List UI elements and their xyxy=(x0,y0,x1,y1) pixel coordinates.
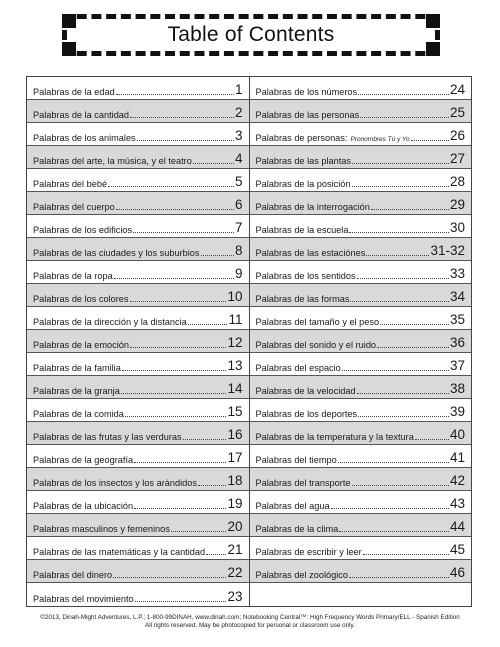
toc-entry xyxy=(27,422,249,445)
toc-entry xyxy=(27,376,249,399)
toc-dot-leader xyxy=(371,209,449,210)
toc-page-number: 41 xyxy=(449,450,465,465)
toc-page-number: 14 xyxy=(227,381,243,396)
toc-entry-label: Palabras del zoológico xyxy=(255,570,348,580)
toc-entry-label: Palabras de las personas xyxy=(255,110,360,120)
toc-right-column xyxy=(250,77,472,606)
toc-dot-leader xyxy=(130,301,227,302)
toc-entry xyxy=(27,445,249,468)
toc-entry xyxy=(250,307,472,330)
title-box-corner xyxy=(426,42,440,56)
toc-page-number: 1 xyxy=(234,82,243,97)
toc-entry-label: Palabras del sonido y el ruido xyxy=(255,340,377,350)
toc-page-number: 8 xyxy=(234,243,243,258)
toc-entry-label: Palabras de la emoción xyxy=(33,340,130,350)
toc-dot-leader xyxy=(135,601,227,602)
toc-entry xyxy=(27,537,249,560)
toc-entry-label: Palabras de los edificios xyxy=(33,225,133,235)
toc-page-number: 10 xyxy=(227,289,243,304)
toc-entry-label: Palabras de la granja xyxy=(33,386,120,396)
toc-entry-label: Palabras de las matemáticas y la cantidad xyxy=(33,547,206,557)
toc-entry xyxy=(27,560,249,583)
toc-entry-label: Palabras del espacio xyxy=(255,363,341,373)
toc-dot-leader xyxy=(338,462,449,463)
toc-entry xyxy=(250,537,472,560)
toc-entry-label: Palabras de las frutas y las verduras xyxy=(33,432,182,442)
toc-dot-leader xyxy=(113,577,226,578)
toc-dot-leader xyxy=(349,577,449,578)
toc-entry xyxy=(250,514,472,537)
toc-page-number: 5 xyxy=(234,174,243,189)
toc-entry xyxy=(27,169,249,192)
toc-entry-label: Palabras de los números xyxy=(255,87,358,97)
footer xyxy=(0,614,500,630)
toc-entry xyxy=(250,100,472,123)
toc-entry xyxy=(27,468,249,491)
toc-page-number: 33 xyxy=(449,266,465,281)
toc-dot-leader xyxy=(411,140,449,141)
toc-entry-label: Palabras de la interrogación xyxy=(255,202,370,212)
toc-dot-leader xyxy=(352,186,449,187)
toc-entry-label: Palabras de la velocidad xyxy=(255,386,356,396)
toc-dot-leader xyxy=(206,554,226,555)
toc-entry xyxy=(250,261,472,284)
toc-page-number: 40 xyxy=(449,427,465,442)
toc-dot-leader xyxy=(122,370,227,371)
toc-entry-label: Palabras de las ciudades y los suburbios xyxy=(33,248,200,258)
toc-dot-leader xyxy=(188,324,228,325)
toc-entry xyxy=(27,307,249,330)
toc-dot-leader xyxy=(363,554,449,555)
toc-entry-label: Palabras masculinos y femeninos xyxy=(33,524,170,534)
toc-page-number: 26 xyxy=(449,128,465,143)
toc-entry xyxy=(250,169,472,192)
table-of-contents xyxy=(26,76,472,607)
toc-dot-leader xyxy=(380,324,449,325)
toc-page-number: 2 xyxy=(234,105,243,120)
toc-entry-label: Palabras de la familia xyxy=(33,363,121,373)
toc-entry-label: Palabras del tamaño y el peso xyxy=(255,317,380,327)
toc-page-number: 43 xyxy=(449,496,465,511)
toc-dot-leader xyxy=(358,416,449,417)
toc-dot-leader xyxy=(352,485,449,486)
toc-page-number: 35 xyxy=(449,312,465,327)
toc-page-number: 23 xyxy=(227,589,243,604)
toc-entry-label: Palabras de los animales xyxy=(33,133,136,143)
toc-dot-leader xyxy=(171,531,227,532)
toc-dot-leader xyxy=(339,531,449,532)
toc-entry xyxy=(250,146,472,169)
toc-entry xyxy=(250,560,472,583)
toc-page-number: 22 xyxy=(227,565,243,580)
toc-entry xyxy=(250,330,472,353)
toc-dot-leader xyxy=(350,301,449,302)
toc-dot-leader xyxy=(116,94,234,95)
toc-entry-label: Palabras del agua xyxy=(255,501,330,511)
toc-page-number: 36 xyxy=(449,335,465,350)
toc-entry-label: Palabras de los colores xyxy=(33,294,129,304)
toc-entry-label: Palabras de la temperatura y la textura xyxy=(255,432,414,442)
toc-entry-label: Palabras de la escuela xyxy=(255,225,349,235)
toc-entry xyxy=(27,491,249,514)
toc-entry xyxy=(250,192,472,215)
toc-entry-label: Palabras de los insectos y los arándidos xyxy=(33,478,197,488)
footer-copyright: ©2013, Dinah-Might Adventures, L.P.; 1-800-99DINAH, www.dinah.com; Notebooking Central™: High Frequency Words Primary/ELL - Spanish Edition xyxy=(40,614,460,621)
toc-dot-leader xyxy=(130,347,226,348)
toc-dot-leader xyxy=(349,232,449,233)
toc-dot-leader xyxy=(358,94,449,95)
toc-entry xyxy=(27,583,249,606)
toc-dot-leader xyxy=(125,416,227,417)
toc-dot-leader xyxy=(130,117,234,118)
toc-entry xyxy=(250,123,472,146)
toc-dot-leader xyxy=(352,163,449,164)
toc-dot-leader xyxy=(342,370,449,371)
footer-rights: All rights reserved. May be photocopied for personal or classroom use only. xyxy=(145,622,355,629)
toc-entry xyxy=(27,238,249,261)
toc-entry-label: Palabras de la cantidad xyxy=(33,110,130,120)
toc-entry-label: Palabras de los sentidos xyxy=(255,271,356,281)
toc-page-number: 18 xyxy=(227,473,243,488)
toc-dot-leader xyxy=(357,278,449,279)
toc-dot-leader xyxy=(415,439,449,440)
toc-entry xyxy=(27,123,249,146)
toc-dot-leader xyxy=(183,439,227,440)
toc-entry xyxy=(250,422,472,445)
toc-entry xyxy=(27,146,249,169)
toc-page-number: 30 xyxy=(449,220,465,235)
toc-page-number: 17 xyxy=(227,450,243,465)
toc-page-number: 34 xyxy=(449,289,465,304)
toc-entry-sublabel: Pronombres Tú y Yo xyxy=(350,136,410,143)
toc-entry xyxy=(27,261,249,284)
toc-page-number: 28 xyxy=(449,174,465,189)
title-box-corner xyxy=(62,14,76,28)
toc-entry-label: Palabras de los deportes xyxy=(255,409,358,419)
toc-entry-label: Palabras de escribir y leer xyxy=(255,547,362,557)
title-box xyxy=(62,14,440,56)
toc-dot-leader xyxy=(134,508,226,509)
toc-page-number: 15 xyxy=(227,404,243,419)
toc-entry-label: Palabras de las formas xyxy=(255,294,350,304)
toc-entry-label: Palabras de personas: xyxy=(255,133,348,143)
toc-page-number: 12 xyxy=(227,335,243,350)
toc-entry-label: Palabras del bebé xyxy=(33,179,108,189)
toc-page-number: 42 xyxy=(449,473,465,488)
toc-entry-label: Palabras de la dirección y la distancia xyxy=(33,317,187,327)
toc-entry-label: Palabras del arte, la música, y el teatro xyxy=(33,156,192,166)
toc-page-number: 29 xyxy=(449,197,465,212)
toc-entry xyxy=(250,376,472,399)
toc-page-number: 31-32 xyxy=(430,243,465,258)
toc-entry xyxy=(250,445,472,468)
toc-page-number: 7 xyxy=(234,220,243,235)
toc-page-number: 3 xyxy=(234,128,243,143)
toc-page-number: 25 xyxy=(449,105,465,120)
toc-page-number: 39 xyxy=(449,404,465,419)
toc-entry-label: Palabras de la ubicación xyxy=(33,501,134,511)
toc-entry xyxy=(250,215,472,238)
title-box-corner xyxy=(426,14,440,28)
toc-entry-label: Palabras de la ropa xyxy=(33,271,113,281)
toc-page-number: 21 xyxy=(227,542,243,557)
toc-entry-label: Palabras de las estaciónes xyxy=(255,248,366,258)
toc-page-number: 46 xyxy=(449,565,465,580)
toc-entry-label: Palabras de la posición xyxy=(255,179,351,189)
toc-entry xyxy=(27,215,249,238)
toc-entry xyxy=(27,284,249,307)
toc-entry-label: Palabras del movimiento xyxy=(33,594,134,604)
toc-entry-label: Palabras de la clima xyxy=(255,524,339,534)
toc-entry-label: Palabras de la edad xyxy=(33,87,115,97)
toc-entry xyxy=(27,77,249,100)
toc-entry xyxy=(250,284,472,307)
toc-page-number: 4 xyxy=(234,151,243,166)
toc-entry xyxy=(27,192,249,215)
toc-entry-label: Palabras de la geografía xyxy=(33,455,134,465)
toc-dot-leader xyxy=(366,255,429,256)
toc-page-number: 16 xyxy=(227,427,243,442)
toc-entry-label: Palabras del transporte xyxy=(255,478,351,488)
toc-dot-leader xyxy=(133,232,234,233)
toc-page-number: 38 xyxy=(449,381,465,396)
title-box-corner xyxy=(62,42,76,56)
toc-entry-label: Palabras de la comida xyxy=(33,409,124,419)
toc-page-number: 24 xyxy=(449,82,465,97)
toc-dot-leader xyxy=(198,485,227,486)
toc-dot-leader xyxy=(201,255,234,256)
toc-page-number: 6 xyxy=(234,197,243,212)
toc-page-number: 20 xyxy=(227,519,243,534)
toc-page-number: 9 xyxy=(234,266,243,281)
toc-dot-leader xyxy=(114,278,234,279)
toc-page-number: 13 xyxy=(227,358,243,373)
toc-page-number: 27 xyxy=(449,151,465,166)
toc-dot-leader xyxy=(193,163,234,164)
toc-dot-leader xyxy=(360,117,449,118)
toc-dot-leader xyxy=(331,508,449,509)
toc-page-number: 45 xyxy=(449,542,465,557)
toc-entry xyxy=(27,100,249,123)
toc-entry xyxy=(250,238,472,261)
toc-entry xyxy=(27,330,249,353)
toc-entry xyxy=(250,468,472,491)
toc-page-number: 11 xyxy=(228,312,243,327)
toc-entry xyxy=(27,399,249,422)
toc-entry-label: Palabras del cuerpo xyxy=(33,202,115,212)
toc-page-number: 44 xyxy=(449,519,465,534)
toc-entry-label: Palabras del tiempo xyxy=(255,455,337,465)
page-title: Table of Contents xyxy=(167,23,335,46)
toc-entry xyxy=(27,353,249,376)
toc-dot-leader xyxy=(116,209,234,210)
toc-dot-leader xyxy=(108,186,234,187)
toc-dot-leader xyxy=(137,140,234,141)
toc-page-number: 37 xyxy=(449,358,465,373)
toc-entry-label: Palabras del dinero xyxy=(33,570,113,580)
toc-entry xyxy=(27,514,249,537)
toc-dot-leader xyxy=(377,347,449,348)
toc-entry xyxy=(250,353,472,376)
toc-page-number: 19 xyxy=(227,496,243,511)
toc-dot-leader xyxy=(357,393,449,394)
toc-entry xyxy=(250,399,472,422)
toc-entry xyxy=(250,77,472,100)
toc-dot-leader xyxy=(121,393,227,394)
toc-entry-label: Palabras de las plantas xyxy=(255,156,352,166)
toc-dot-leader xyxy=(134,462,226,463)
toc-entry xyxy=(250,491,472,514)
toc-left-column xyxy=(27,77,250,606)
